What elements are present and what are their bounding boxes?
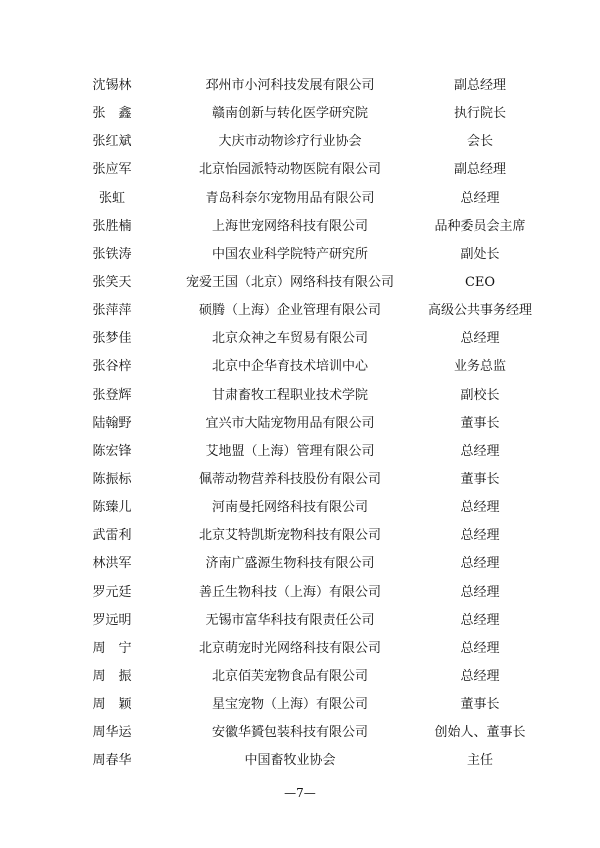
member-title: 总经理 (460, 612, 500, 628)
roster-row (0, 156, 600, 184)
member-organization: 无锡市富华科技有限责任公司 (205, 612, 375, 628)
member-title: 总经理 (460, 584, 500, 600)
member-name: 罗远明 (92, 612, 132, 628)
member-title: 副总经理 (453, 162, 506, 178)
member-organization: 北京佰芙宠物食品有限公司 (211, 668, 368, 684)
member-title: 品种委员会主席 (434, 218, 526, 234)
member-title: 高级公共事务经理 (427, 303, 532, 319)
member-name: 周 颖 (92, 697, 132, 713)
roster-row (0, 466, 600, 494)
member-organization: 北京中企华育技术培训中心 (211, 359, 368, 375)
member-title: 董事长 (460, 697, 500, 713)
roster-row (0, 747, 600, 775)
member-name: 张谷梓 (92, 359, 132, 375)
member-name: 张虹 (98, 190, 125, 206)
roster-row (0, 128, 600, 156)
roster-row (0, 382, 600, 410)
member-name: 张萍萍 (92, 303, 132, 319)
member-title: 董事长 (460, 415, 500, 431)
member-organization: 大庆市动物诊疗行业协会 (218, 134, 362, 150)
roster-row (0, 719, 600, 747)
member-title: 总经理 (460, 443, 500, 459)
member-name: 张铁涛 (92, 246, 132, 262)
member-name: 张梦佳 (92, 331, 132, 347)
member-name: 林洪军 (92, 556, 132, 572)
member-organization: 河南曼托网络科技有限公司 (211, 500, 368, 516)
member-organization: 佩蒂动物营养科技股份有限公司 (198, 471, 381, 487)
member-name: 张应军 (92, 162, 132, 178)
roster-row (0, 72, 600, 100)
member-title: 业务总监 (453, 359, 506, 375)
member-roster (0, 72, 600, 776)
member-title: 创始人、董事长 (434, 725, 526, 741)
member-name: 陈宏锋 (92, 443, 132, 459)
member-organization: 北京怡园派特动物医院有限公司 (198, 162, 381, 178)
member-organization: 善丘生物科技（上海）有限公司 (198, 584, 381, 600)
member-title: 总经理 (460, 556, 500, 572)
member-name: 周华运 (92, 725, 132, 741)
member-name: 周春华 (92, 753, 132, 769)
member-name: 周 振 (92, 668, 132, 684)
member-organization: 北京艾特凯斯宠物科技有限公司 (198, 528, 381, 544)
roster-row (0, 325, 600, 353)
member-title: 总经理 (460, 668, 500, 684)
member-organization: 青岛科奈尔宠物用品有限公司 (205, 190, 375, 206)
member-name: 张 鑫 (92, 106, 132, 122)
member-organization: 星宝宠物（上海）有限公司 (211, 697, 368, 713)
roster-row (0, 241, 600, 269)
roster-row (0, 494, 600, 522)
member-title: 总经理 (460, 640, 500, 656)
roster-row (0, 297, 600, 325)
roster-row (0, 100, 600, 128)
roster-row (0, 522, 600, 550)
member-title: CEO (464, 274, 496, 290)
member-organization: 硕腾（上海）企业管理有限公司 (198, 303, 381, 319)
member-name: 张胜楠 (92, 218, 132, 234)
roster-row (0, 438, 600, 466)
roster-row (0, 607, 600, 635)
member-organization: 济南广盛源生物科技有限公司 (205, 556, 375, 572)
roster-row (0, 635, 600, 663)
member-name: 陈振标 (92, 471, 132, 487)
member-organization: 邳州市小河科技发展有限公司 (205, 78, 375, 93)
roster-row (0, 353, 600, 381)
member-name: 张笑天 (92, 274, 132, 290)
member-organization: 甘肃畜牧工程职业技术学院 (211, 387, 368, 403)
member-name: 沈锡林 (92, 78, 132, 93)
member-organization: 中国农业科学院特产研究所 (211, 246, 368, 262)
member-title: 总经理 (460, 528, 500, 544)
member-title: 董事长 (460, 471, 500, 487)
member-organization: 北京萌宠时光网络科技有限公司 (198, 640, 381, 656)
member-organization: 艾地盟（上海）管理有限公司 (205, 443, 375, 459)
member-organization: 宜兴市大陆宠物用品有限公司 (205, 415, 375, 431)
member-title: 副总经理 (453, 78, 506, 93)
member-title: 主任 (466, 753, 493, 769)
page-number: —7— (284, 786, 316, 800)
member-title: 总经理 (460, 500, 500, 516)
member-title: 执行院长 (453, 106, 506, 122)
roster-row (0, 663, 600, 691)
member-title: 总经理 (460, 331, 500, 347)
member-organization: 北京众神之车贸易有限公司 (211, 331, 368, 347)
roster-row (0, 269, 600, 297)
member-name: 陈臻儿 (92, 500, 132, 516)
roster-row (0, 213, 600, 241)
roster-row (0, 579, 600, 607)
roster-row (0, 550, 600, 578)
member-title: 总经理 (460, 190, 500, 206)
member-organization: 中国畜牧业协会 (244, 753, 336, 769)
member-name: 周 宁 (92, 640, 132, 656)
member-name: 罗元廷 (92, 584, 132, 600)
member-organization: 安徽华贇包装科技有限公司 (211, 725, 368, 741)
roster-row (0, 691, 600, 719)
roster-row (0, 185, 600, 213)
member-title: 副校长 (460, 387, 500, 403)
member-name: 武雷利 (92, 528, 132, 544)
member-organization: 上海世宠网络科技有限公司 (211, 218, 368, 234)
member-organization: 赣南创新与转化医学研究院 (211, 106, 368, 122)
member-title: 副处长 (460, 246, 500, 262)
member-title: 会长 (466, 134, 493, 150)
member-name: 张红斌 (92, 134, 132, 150)
member-organization: 宠爱王国（北京）网络科技有限公司 (185, 274, 394, 290)
roster-row (0, 410, 600, 438)
member-name: 张登辉 (92, 387, 132, 403)
member-name: 陆翰野 (92, 415, 132, 431)
